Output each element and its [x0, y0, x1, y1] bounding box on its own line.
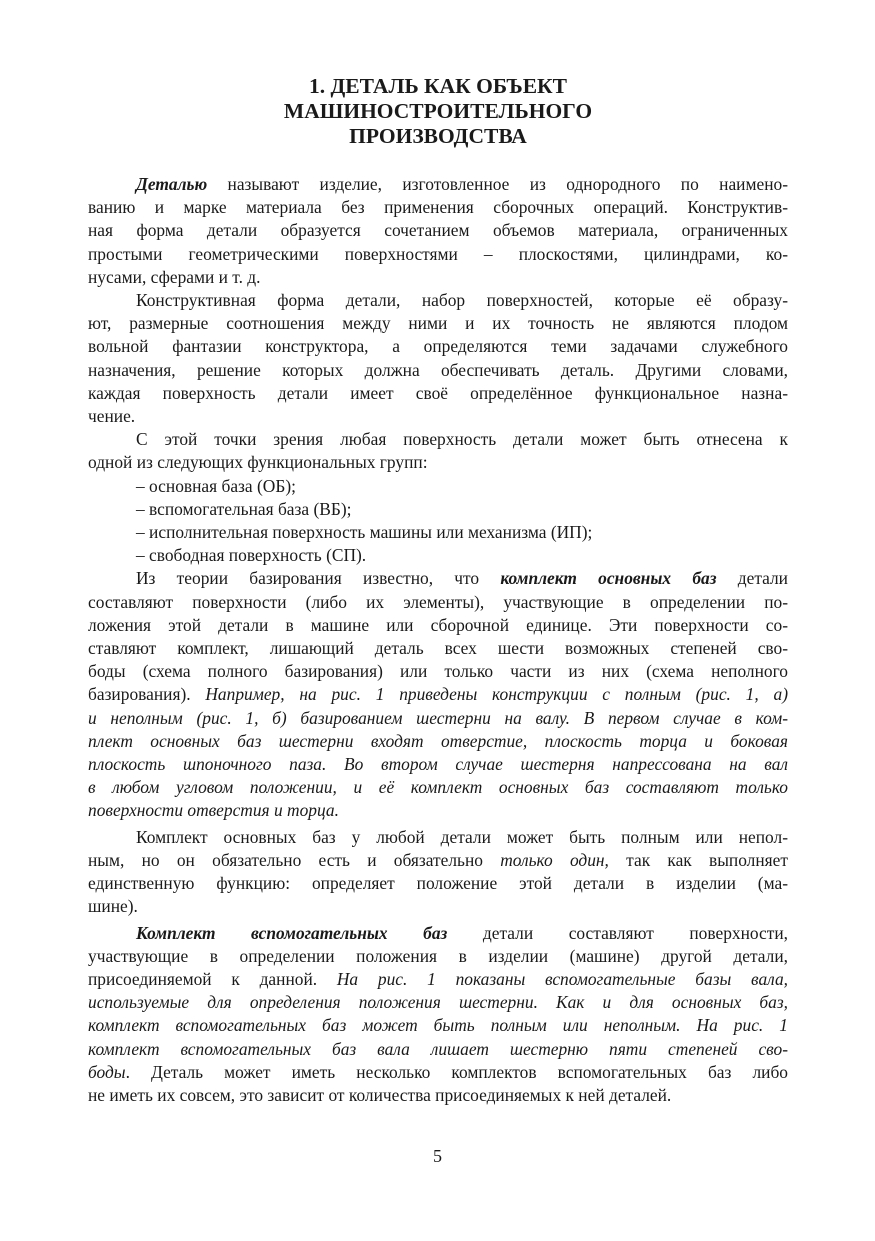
term-detal: Деталью	[136, 174, 208, 194]
paragraph-6: Комплект вспомогательных баз детали составляют поверхности, участвующие в определении положения в изделии (машине) другой детали, присоединяемой к данной. На рис. 1 показаны вспомогательные базы вала, используемые для определения положения шестерни. Как и для основных баз, комплект вспомогательных баз может быть полным или неполным. На рис. 1 комплект вспомогательных баз вала лишает шестерню пяти степеней сво- боды. Деталь может иметь несколько комплектов вспомогательных баз либо не иметь их совсем, это зависит от количества присоединяемых к ней деталей.	[88, 922, 788, 1105]
term-aux-bases: Комплект вспомогательных баз	[136, 922, 448, 943]
paragraph-4: Из теории базирования известно, что комплект основных баз детали составляют поверхности (либо их элементы), участвующие в определении по- ложения этой детали в машине или сборочной единице. Эти поверхности со- ставляют комплект, лишающий деталь всех шести возможных степеней сво- боды (схема полного базирования) или только части из них (схема неполного базирования). Например, на рис. 1 приведены конструкции с полным (рис. 1, а) и неполным (рис. 1, б) базированием шестерни на валу. В первом случае в ком- плект основных баз шестерни входят отверстие, плоскость торца и боковая плоскость шпоночного паза. Во втором случае шестерня напрессована на вал в любом угловом положении, и её комплект основных баз составляют только поверхности отверстия и торца.	[88, 568, 788, 821]
functional-groups-list	[88, 475, 788, 568]
title-line-1: 1. ДЕТАЛЬ КАК ОБЪЕКТ	[309, 74, 567, 98]
title-line-3: ПРОИЗВОДСТВА	[349, 124, 527, 148]
list-item: – свободная поверхность (СП).	[136, 545, 367, 566]
paragraph-1: Деталью называют изделие, изготовленное из однородного по наимено- ванию и марке материала без применения сборочных операций. Конструктив- ная форма детали образуется сочетанием объемов материала, ограниченных простыми геометрическими поверхностями – плоскостями, цилиндрами, ко- нусами, сферами и т. д.	[88, 174, 788, 287]
term-main-bases: комплект основных баз	[500, 568, 717, 589]
paragraph-5: Комплект основных баз у любой детали может быть полным или непол- ным, но он обязательно есть и обязательно только один, так как выполняет единственную функцию: определяет положение этой детали в изделии (ма- шине).	[88, 826, 788, 917]
title-line-2: МАШИНОСТРОИТЕЛЬНОГО	[283, 99, 593, 123]
chapter-title	[88, 74, 788, 149]
page-number: 5	[433, 1146, 442, 1166]
list-item: – исполнительная поверхность машины или механизма (ИП);	[136, 522, 593, 543]
page-body	[88, 74, 788, 1107]
paragraph-3: С этой точки зрения любая поверхность детали может быть отнесена к одной из следующих функциональных групп:	[88, 429, 788, 473]
list-item: – основная база (ОБ);	[136, 475, 296, 496]
chapter-heading	[88, 74, 788, 149]
paragraph-2: Конструктивная форма детали, набор поверхностей, которые её образу- ют, размерные соотношения между ними и их точность не являются плодом вольной фантазии конструктора, а определяются теми задачами служебного назначения, решение которых должна обеспечивать деталь. Другими словами, каждая поверхность детали имеет своё определённое функциональное назна- чение.	[88, 290, 788, 427]
body-text	[88, 173, 788, 1107]
list-item: – вспомогательная база (ВБ);	[136, 498, 352, 519]
